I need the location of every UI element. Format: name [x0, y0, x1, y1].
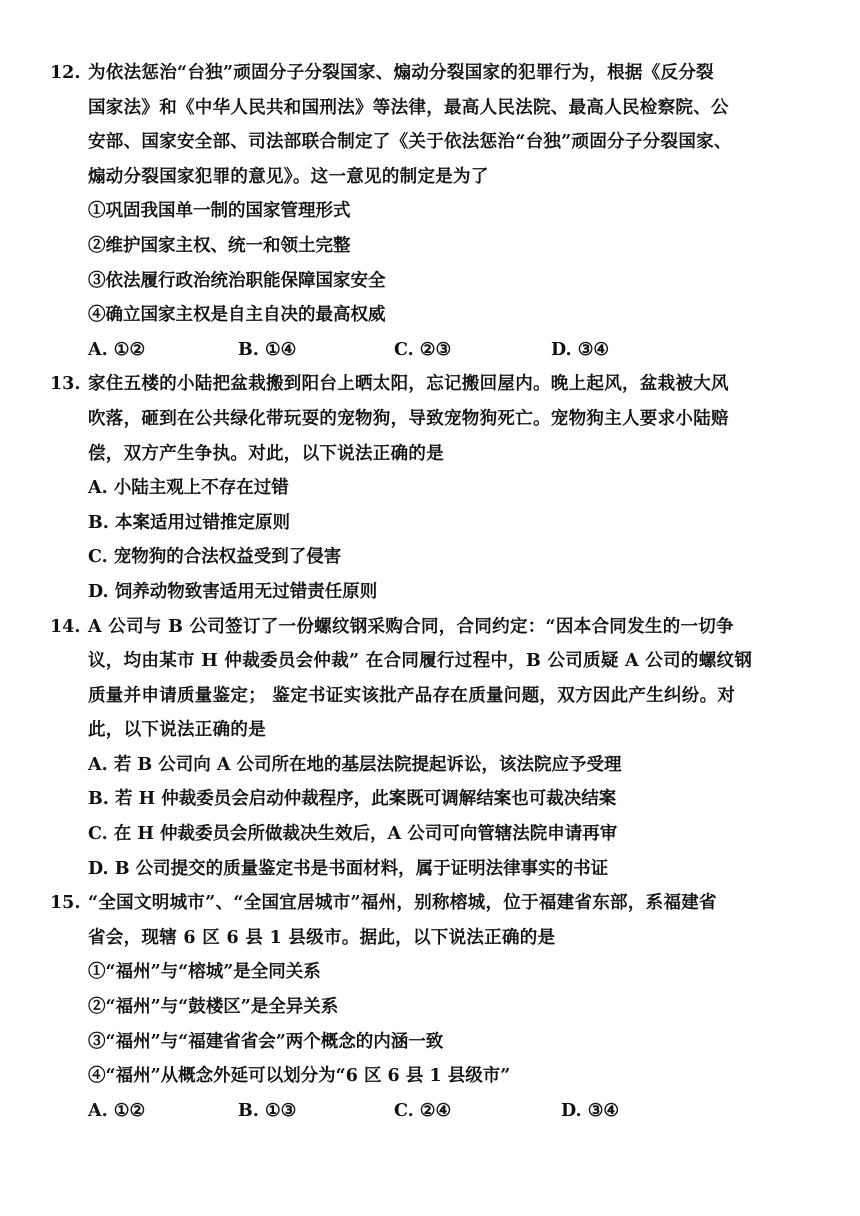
choice-b: B. ①③: [238, 1100, 297, 1121]
question-15: [0, 886, 860, 1128]
question-stem-line: 吹落，砸到在公共绿化带玩耍的宠物狗，导致宠物狗死亡。宠物狗主人要求小陆赔: [88, 408, 729, 429]
choice-a: A. ①②: [88, 1100, 146, 1121]
question-stem-line: “全国文明城市”、“全国宜居城市”福州，别称榕城，位于福建省东部，系福建省: [88, 893, 717, 914]
question-stem-line: 此，以下说法正确的是: [88, 720, 266, 741]
option-a: A. 若 B 公司向 A 公司所在地的基层法院提起诉讼，该法院应予受理: [88, 754, 622, 775]
choice-d: D. ③④: [551, 339, 610, 360]
option-c: C. 在 H 仲裁委员会所做裁决生效后，A 公司可向管辖法院申请再审: [88, 824, 618, 845]
statement-item: ②“福州”与“鼓楼区”是全异关系: [88, 997, 339, 1018]
question-stem-line: 煽动分裂国家犯罪的意见》。这一意见的制定是为了: [88, 166, 489, 187]
question-stem-line: 质量并申请质量鉴定； 鉴定书证实该批产品存在质量问题，双方因此产生纠纷。对: [88, 685, 736, 706]
statement-item: ①“福州”与“榕城”是全同关系: [88, 962, 321, 983]
question-stem-line: 偿，双方产生争执。对此，以下说法正确的是: [88, 443, 444, 464]
question-stem-line: A 公司与 B 公司签订了一份螺纹钢采购合同，合同约定：“因本合同发生的一切争: [88, 616, 734, 637]
option-a: A. 小陆主观上不存在过错: [88, 478, 289, 499]
answer-choices: [88, 1094, 820, 1129]
answer-choices: [88, 333, 820, 368]
option-d: D. B 公司提交的质量鉴定书是书面材料，属于证明法律事实的书证: [88, 858, 609, 879]
statement-item: ④“福州”从概念外延可以划分为“6 区 6 县 1 县级市”: [88, 1066, 511, 1087]
choice-a: A. ①②: [88, 339, 146, 360]
statement-item: ①巩固我国单一制的国家管理形式: [88, 201, 351, 222]
question-stem-line: 省会，现辖 6 区 6 县 1 县级市。据此，以下说法正确的是: [88, 927, 556, 948]
question-number: 13.: [50, 374, 81, 395]
question-number: 15.: [50, 893, 81, 914]
question-stem-line: 为依法惩治“台独”顽固分子分裂国家、煽动分裂国家的犯罪行为，根据《反分裂: [88, 63, 714, 83]
statement-item: ②维护国家主权、统一和领土完整: [88, 235, 351, 256]
option-b: B. 本案适用过错推定原则: [88, 512, 290, 533]
choice-c: C. ②④: [394, 1100, 452, 1121]
question-stem-line: 家住五楼的小陆把盆栽搬到阳台上晒太阳，忘记搬回屋内。晚上起风，盆栽被大风: [88, 374, 729, 395]
choice-d: D. ③④: [561, 1100, 620, 1121]
statement-item: ④确立国家主权是自主自决的最高权威: [88, 305, 386, 326]
option-d: D. 饲养动物致害适用无过错责任原则: [88, 581, 378, 602]
choice-c: C. ②③: [394, 339, 452, 360]
question-number: 14.: [50, 616, 81, 637]
choice-b: B. ①④: [238, 339, 297, 360]
question-stem-line: 安部、国家安全部、司法部联合制定了《关于依法惩治“台独”顽固分子分裂国家、: [88, 132, 732, 153]
option-b: B. 若 H 仲裁委员会启动仲裁程序，此案既可调解结案也可裁决结案: [88, 789, 617, 810]
statement-item: ③“福州”与“福建省省会”两个概念的内涵一致: [88, 1031, 444, 1052]
question-stem-line: 议，均由某市 H 仲裁委员会仲裁” 在合同履行过程中，B 公司质疑 A 公司的螺纹钢: [88, 651, 753, 672]
statement-item: ③依法履行政治统治职能保障国家安全: [88, 270, 386, 291]
question-14: [0, 610, 860, 887]
question-number: 12.: [50, 63, 81, 83]
question-13: [0, 367, 860, 609]
option-c: C. 宠物狗的合法权益受到了侵害: [88, 547, 342, 568]
question-stem-line: 国家法》和《中华人民共和国刑法》等法律，最高人民法院、最高人民检察院、公: [88, 97, 729, 118]
exam-page: [0, 56, 860, 1128]
question-12: [0, 56, 860, 367]
